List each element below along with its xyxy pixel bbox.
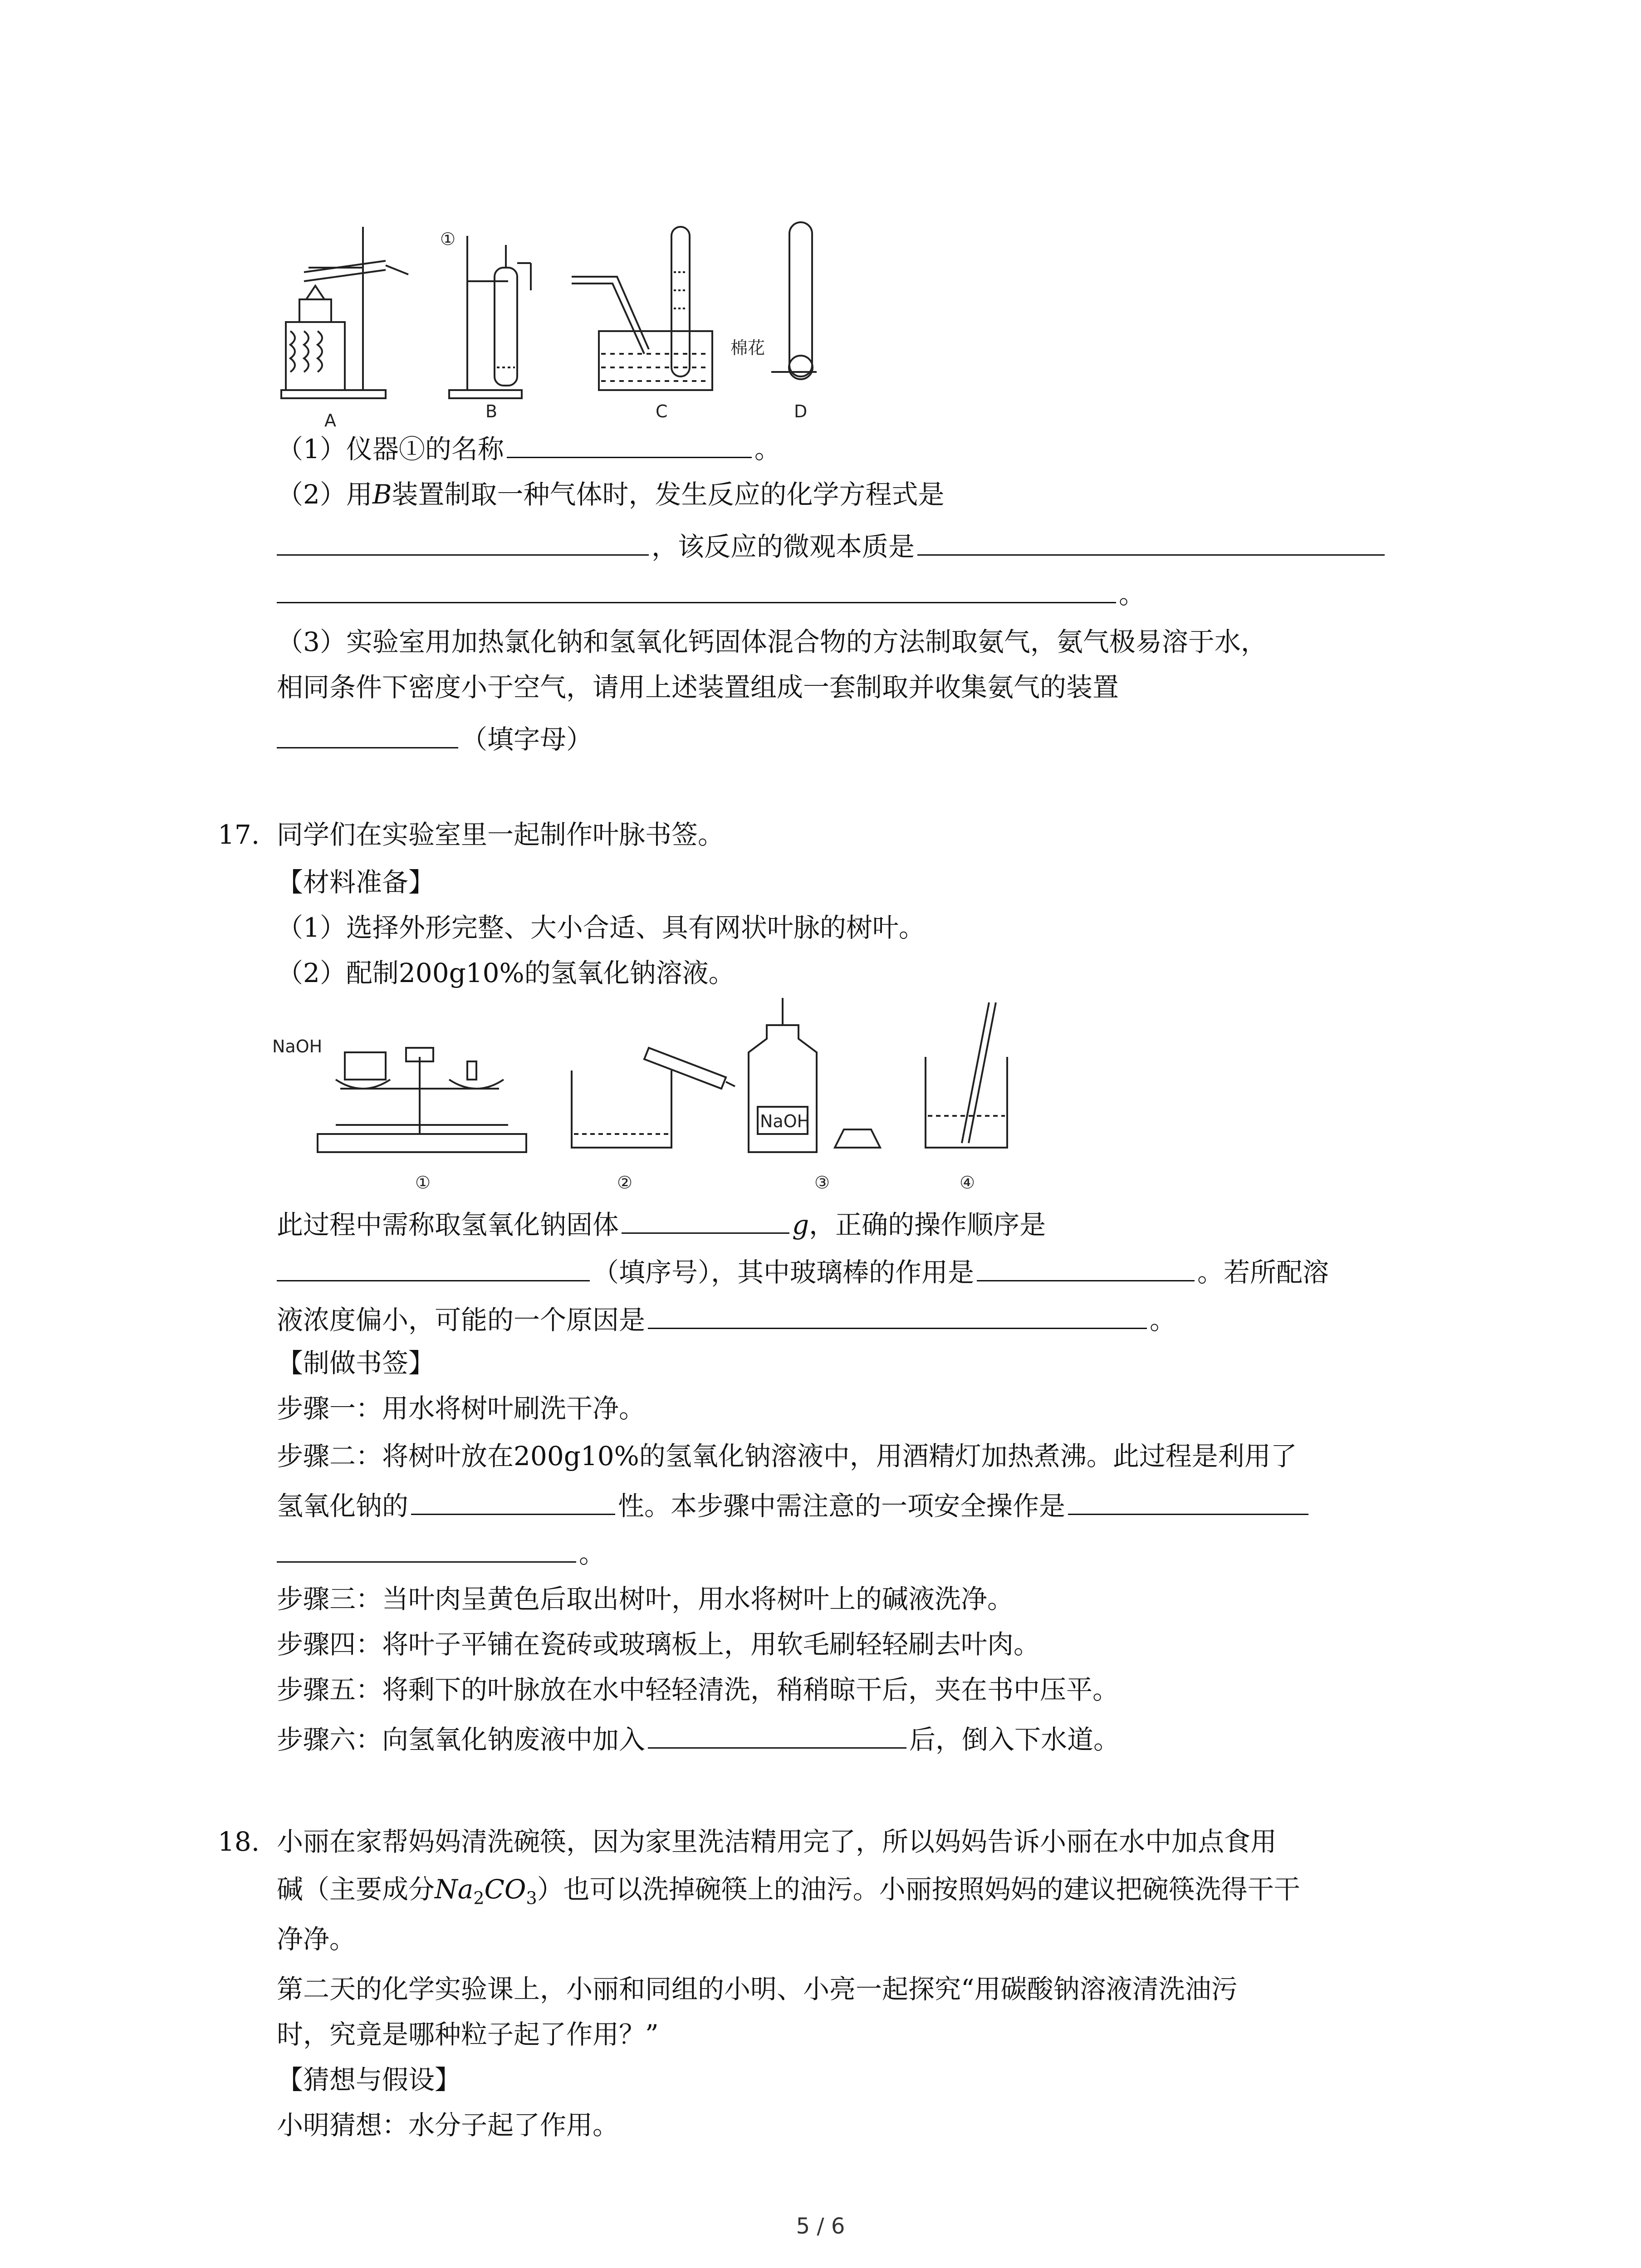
q18-line-2: 碱（主要成分$Na_2CO_3$）也可以洗掉碗筷上的油污。小丽按照妈妈的建议把碗筷洗得干干 <box>277 1874 1300 1908</box>
q16-part2: （2）用B装置制取一种气体时，发生反应的化学方程式是 <box>277 479 945 510</box>
answer-blank[interactable] <box>277 574 1116 603</box>
step-label-4: ④ <box>960 1173 975 1193</box>
q17-material-1: （1）选择外形完整、大小合适、具有网状叶脉的树叶。 <box>277 912 925 943</box>
q17-step-2: 步骤二：将树叶放在200g10%的氢氧化钠溶液中，用酒精灯加热煮沸。此过程是利用了 <box>277 1441 1297 1471</box>
q17-step-2-line2: 氢氧化钠的 性。本步骤中需注意的一项安全操作是 <box>277 1486 1311 1524</box>
answer-blank[interactable] <box>977 1252 1195 1281</box>
q17-step-3: 步骤三：当叶肉呈黄色后取出树叶，用水将树叶上的碱液洗净。 <box>277 1584 1014 1614</box>
instrument-mark: ① <box>440 229 456 249</box>
answer-blank[interactable] <box>277 526 649 556</box>
page-number: 5 / 6 <box>796 2214 845 2239</box>
q18-line-7: 小明猜想：水分子起了作用。 <box>277 2110 619 2141</box>
apparatus-a <box>281 227 408 398</box>
answer-blank[interactable] <box>1068 1486 1308 1515</box>
q18-number: 18. <box>218 1826 260 1857</box>
answer-blank[interactable] <box>411 1486 615 1515</box>
step-label-2: ② <box>617 1173 633 1193</box>
step-4-stirring <box>926 1002 1007 1148</box>
label-a: A <box>324 411 336 430</box>
cotton-label: 棉花 <box>730 338 765 358</box>
q18-hypothesis-heading: 【猜想与假设】 <box>277 2064 461 2095</box>
q17-text-2: （填序号），其中玻璃棒的作用是 。若所配溶 <box>277 1252 1329 1290</box>
q16-part3: （3）实验室用加热氯化钠和氢氧化钙固体混合物的方法制取氨气，氨气极易溶于水， <box>277 626 1267 657</box>
answer-blank[interactable] <box>622 1204 789 1234</box>
q16-part1: （1）仪器①的名称 。 <box>277 429 781 467</box>
q17-section-materials: 【材料准备】 <box>277 867 435 898</box>
q17-procedure-figure <box>272 998 1066 1198</box>
apparatus-c <box>572 227 712 390</box>
answer-blank[interactable] <box>277 719 458 748</box>
q16-part2-line3: 。 <box>277 574 1145 612</box>
q17-section-making: 【制做书签】 <box>277 1348 435 1378</box>
step-2-pouring <box>572 1048 735 1148</box>
q17-step-1: 步骤一：用水将树叶刷洗干净。 <box>277 1393 646 1424</box>
q17-step-5: 步骤五：将剩下的叶脉放在水中轻轻清洗，稍稍晾干后，夹在书中压平。 <box>277 1674 1119 1705</box>
answer-blank[interactable] <box>648 1719 906 1749</box>
q18-line-4: 第二天的化学实验课上，小丽和同组的小明、小亮一起探究“用碳酸钠溶液清洗油污 <box>277 1974 1238 2004</box>
q16-apparatus-figure <box>272 218 862 431</box>
answer-blank[interactable] <box>277 1252 590 1281</box>
q17-step-4: 步骤四：将叶子平铺在瓷砖或玻璃板上，用软毛刷轻轻刷去叶肉。 <box>277 1629 1040 1660</box>
step-label-1: ① <box>415 1173 431 1193</box>
naoh-label: NaOH <box>272 1036 323 1056</box>
label-b: B <box>485 401 498 421</box>
answer-blank[interactable] <box>648 1300 1147 1329</box>
answer-blank[interactable] <box>917 526 1385 556</box>
q16-part3-line3: （填字母） <box>277 719 593 758</box>
apparatus-d <box>771 222 817 379</box>
q17-intro: 同学们在实验室里一起制作叶脉书签。 <box>277 819 725 850</box>
q17-step-2-line3: 。 <box>277 1533 605 1572</box>
label-d: D <box>794 401 808 421</box>
naoh-bottle-label: NaOH <box>760 1111 810 1131</box>
apparatus-b <box>449 236 531 398</box>
answer-blank[interactable] <box>277 1533 576 1563</box>
q17-text-1: 此过程中需称取氢氧化钠固体 g，正确的操作顺序是 <box>277 1204 1046 1243</box>
q17-text-3: 液浓度偏小，可能的一个原因是 。 <box>277 1300 1176 1338</box>
q17-material-2: （2）配制200g10%的氢氧化钠溶液。 <box>277 958 735 988</box>
q17-number: 17. <box>218 819 260 850</box>
q18-line-5: 时，究竟是哪种粒子起了作用？” <box>277 2019 659 2050</box>
q18-line-3: 净净。 <box>277 1924 356 1955</box>
answer-blank[interactable] <box>507 429 752 458</box>
q17-step-6: 步骤六：向氢氧化钠废液中加入 后，倒入下水道。 <box>277 1719 1120 1758</box>
label-c: C <box>656 401 668 421</box>
step-label-3: ③ <box>814 1173 830 1193</box>
q18-line-1: 小丽在家帮妈妈清洗碗筷，因为家里洗洁精用完了，所以妈妈告诉小丽在水中加点食用 <box>277 1826 1277 1857</box>
q16-part3-line2: 相同条件下密度小于空气，请用上述装置组成一套制取并收集氨气的装置 <box>277 672 1119 703</box>
q16-part2-line2: ，该反应的微观本质是 <box>277 526 1387 565</box>
step-1-balance <box>318 1048 526 1152</box>
